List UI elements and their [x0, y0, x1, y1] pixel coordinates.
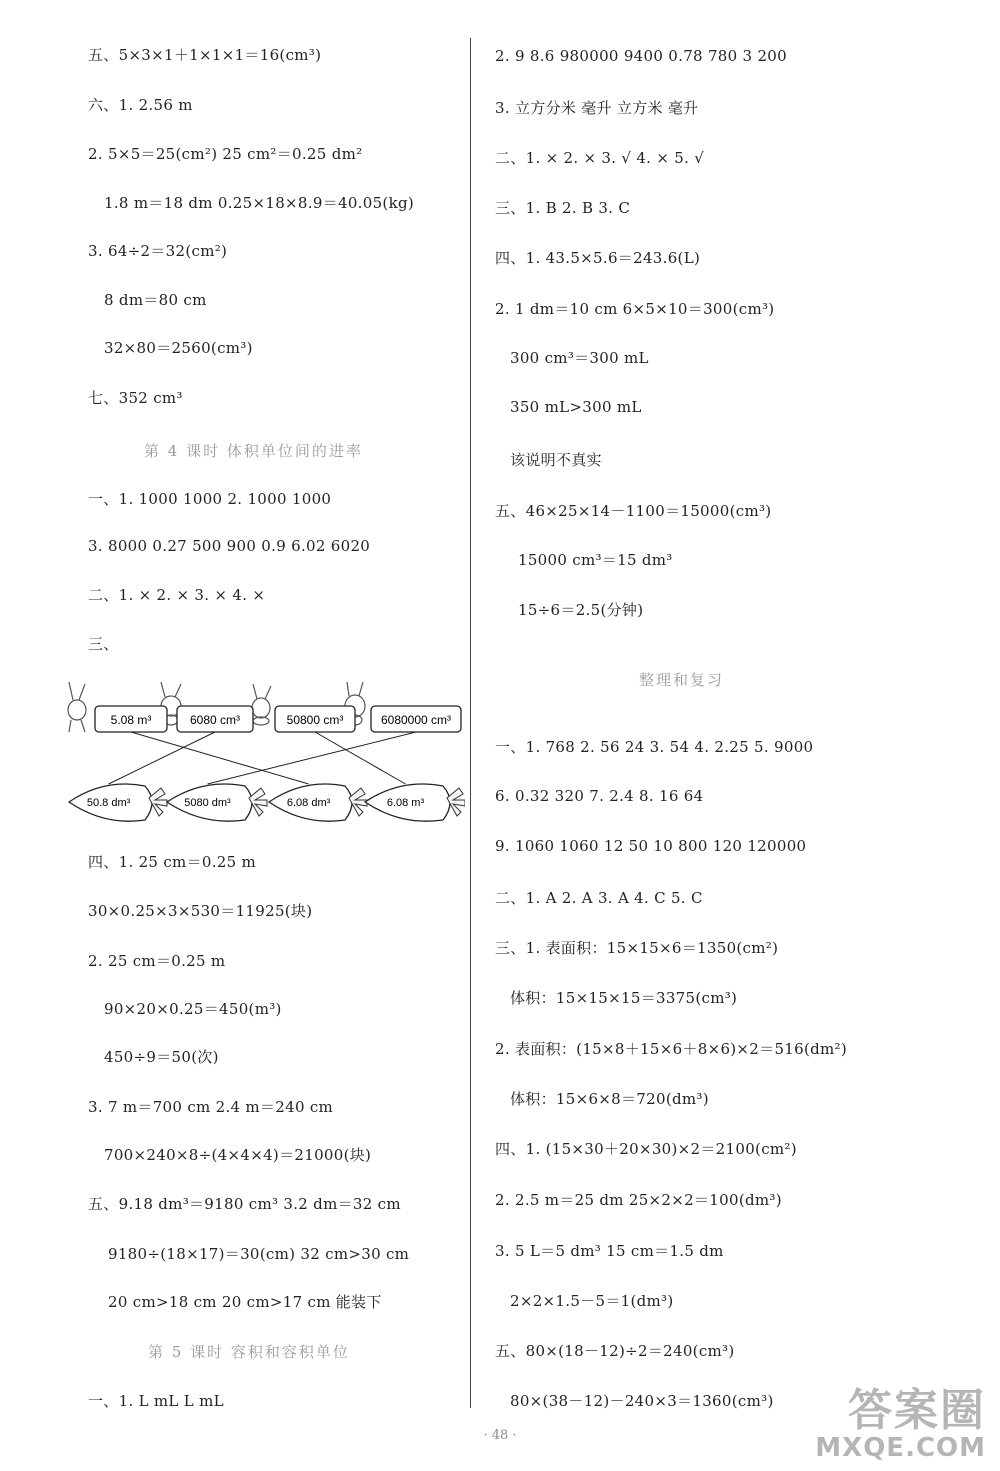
matching-line [131, 732, 309, 784]
answer-line: 二、1. A 2. A 3. A 4. C 5. C [495, 889, 703, 907]
answer-line: 2. 25 cm＝0.25 m [88, 952, 226, 970]
section-title-lesson-4: 第 4 课时 体积单位间的进率 [144, 442, 363, 460]
answer-line: 五、5×3×1＋1×1×1＝16(cm³) [88, 46, 322, 64]
answer-line: 二、1. × 2. × 3. × 4. × [88, 586, 266, 604]
answer-line: 五、80×(18－12)÷2＝240(cm³) [495, 1342, 735, 1360]
answer-line: 700×240×8÷(4×4×4)＝21000(块) [104, 1146, 372, 1164]
carrot-label: 5080 dm³ [184, 797, 231, 809]
answer-line: 2. 9 8.6 980000 9400 0.78 780 3 200 [495, 47, 787, 65]
answer-line: 2×2×1.5－5＝1(dm³) [510, 1292, 674, 1310]
answer-line: 该说明不真实 [510, 451, 602, 469]
matching-line [109, 732, 215, 784]
volume-box [275, 706, 355, 732]
answer-line: 六、1. 2.56 m [88, 96, 193, 114]
answer-line: 9180÷(18×17)＝30(cm) 32 cm>30 cm [108, 1245, 410, 1263]
answer-line: 四、1. 25 cm＝0.25 m [88, 853, 257, 871]
answer-line: 30×0.25×3×530＝11925(块) [88, 902, 313, 920]
carrot-label: 6.08 m³ [386, 797, 425, 809]
answer-line: 3. 64÷2＝32(cm²) [88, 242, 228, 260]
answer-line: 450÷9＝50(次) [104, 1048, 219, 1066]
answer-line: 20 cm>18 cm 20 cm>17 cm 能装下 [108, 1293, 382, 1311]
answer-line: 90×20×0.25＝450(m³) [104, 1000, 282, 1018]
watermark-top: 答案圈 [848, 1385, 986, 1436]
answer-line: 五、9.18 dm³＝9180 cm³ 3.2 dm＝32 cm [88, 1195, 401, 1213]
answer-line: 二、1. × 2. × 3. √ 4. × 5. √ [495, 149, 705, 167]
volume-box [177, 706, 253, 732]
carrot-icon [69, 784, 167, 821]
answer-line: 三、1. B 2. B 3. C [495, 199, 631, 217]
answer-line: 三、 [88, 635, 119, 653]
carrot-label: 6.08 dm³ [286, 797, 331, 809]
answer-line: 体积：15×15×15＝3375(cm³) [510, 989, 738, 1007]
answer-line: 1.8 m＝18 dm 0.25×18×8.9＝40.05(kg) [104, 194, 415, 212]
answer-line: 300 cm³＝300 mL [510, 349, 649, 367]
answer-line: 体积：15×6×8＝720(dm³) [510, 1090, 709, 1108]
matching-lines [109, 732, 416, 784]
column-divider [470, 38, 471, 1408]
answer-line: 32×80＝2560(cm³) [104, 339, 253, 357]
unit-matching-diagram [65, 676, 465, 836]
page-number: · 48 · [483, 1428, 517, 1443]
volume-boxes [95, 706, 461, 732]
answer-line: 3. 7 m＝700 cm 2.4 m＝240 cm [88, 1098, 334, 1116]
section-title-review: 整理和复习 [639, 671, 725, 689]
answer-line: 3. 5 L＝5 dm³ 15 cm＝1.5 dm [495, 1242, 724, 1260]
carrot-label: 50.8 dm³ [86, 797, 131, 809]
answer-line: 四、1. (15×30＋20×30)×2＝2100(cm²) [495, 1140, 797, 1158]
answer-line: 一、1. 768 2. 56 24 3. 54 4. 2.25 5. 9000 [495, 738, 814, 756]
watermark-logo [815, 1385, 986, 1463]
answer-line: 350 mL>300 mL [510, 398, 642, 416]
answer-line: 2. 2.5 m＝25 dm 25×2×2＝100(dm³) [495, 1191, 782, 1209]
section-title-lesson-5: 第 5 课时 容积和容积单位 [148, 1343, 350, 1361]
answer-line: 五、46×25×14－1100＝15000(cm³) [495, 502, 772, 520]
answer-line: 四、1. 43.5×5.6＝243.6(L) [495, 249, 701, 267]
volume-box [95, 706, 167, 732]
answer-line: 2. 5×5＝25(cm²) 25 cm²＝0.25 dm² [88, 145, 363, 163]
answer-line: 6. 0.32 320 7. 2.4 8. 16 64 [495, 787, 704, 805]
rabbit-icon [68, 682, 86, 732]
carrot-icon [365, 784, 465, 821]
answer-line: 15000 cm³＝15 dm³ [518, 551, 673, 569]
answer-line: 2. 1 dm＝10 cm 6×5×10＝300(cm³) [495, 300, 775, 318]
carrot-icon [269, 784, 367, 821]
volume-box-label: 50800 cm³ [286, 713, 344, 727]
answer-line: 80×(38－12)－240×3＝1360(cm³) [510, 1392, 774, 1410]
answer-line: 一、1. L mL L mL [88, 1392, 224, 1410]
matching-line [315, 732, 406, 784]
volume-box-label: 5.08 m³ [110, 713, 152, 727]
answer-line: 9. 1060 1060 12 50 10 800 120 120000 [495, 837, 807, 855]
answer-line: 三、1. 表面积：15×15×6＝1350(cm²) [495, 939, 779, 957]
carrot-icon [167, 784, 267, 821]
watermark-bottom: MXQE.COM [815, 1433, 986, 1463]
answer-line: 8 dm＝80 cm [104, 291, 207, 309]
answer-line: 一、1. 1000 1000 2. 1000 1000 [88, 490, 332, 508]
answer-line: 3. 8000 0.27 500 900 0.9 6.02 6020 [88, 537, 371, 555]
answer-line: 2. 表面积：(15×8＋15×6＋8×6)×2＝516(dm²) [495, 1040, 848, 1058]
rabbit-icon [252, 684, 271, 725]
volume-box-label: 6080 cm³ [189, 713, 241, 727]
volume-box-label: 6080000 cm³ [380, 713, 452, 727]
matching-line [208, 732, 417, 784]
answer-line: 七、352 cm³ [88, 389, 183, 407]
answer-line: 3. 立方分米 毫升 立方米 毫升 [495, 99, 699, 117]
carrot-answers [69, 784, 465, 821]
volume-box [371, 706, 461, 732]
answer-line: 15÷6＝2.5(分钟) [518, 601, 644, 619]
